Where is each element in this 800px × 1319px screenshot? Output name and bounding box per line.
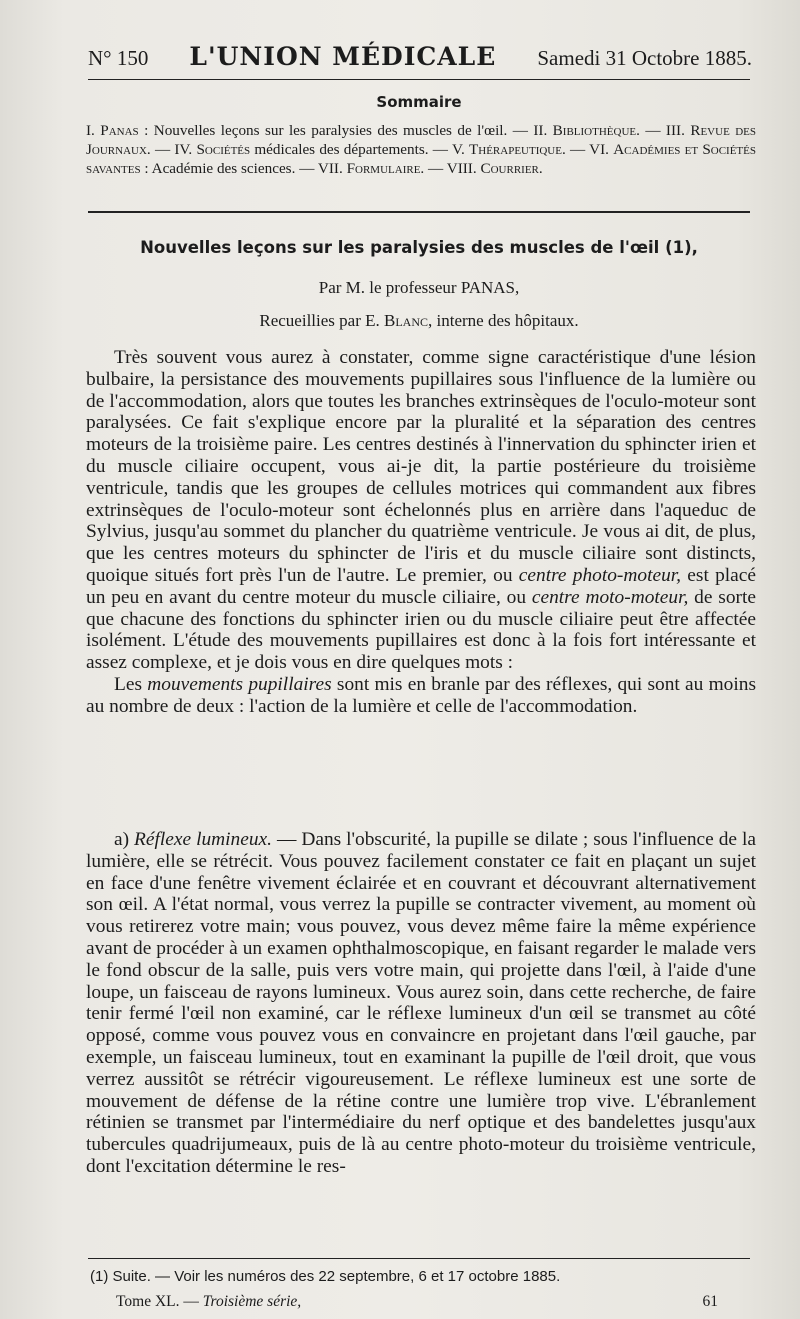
summary-vii-name: Formulaire bbox=[346, 160, 421, 177]
summary-iii-end: . — IV. bbox=[146, 141, 197, 158]
summary-viii-end: . bbox=[538, 160, 543, 177]
summary-vii-end: . — VIII. bbox=[420, 160, 481, 177]
paragraph-1 bbox=[86, 347, 756, 674]
collector-name: Blanc bbox=[384, 311, 429, 330]
paragraph-2 bbox=[86, 674, 756, 718]
summary-i-text: : Nouvelles leçons sur les paralysies des muscles de l'œil. — II. bbox=[138, 122, 553, 139]
summary-vi-name: Académies et Sociétés savantes bbox=[86, 141, 756, 177]
issue-number: N° 150 bbox=[88, 46, 149, 70]
summary-vi-text: : Académie des sciences. — VII. bbox=[140, 160, 347, 177]
p2-text-a: Les bbox=[114, 673, 148, 695]
summary-viii-name: Courrier bbox=[480, 160, 539, 177]
summary-ii-name: Bibliothèque bbox=[552, 122, 637, 139]
p3-heading: Réflexe lumineux. bbox=[134, 829, 272, 850]
footnote: (1) Suite. — Voir les numéros des 22 septembre, 6 et 17 octobre 1885. bbox=[90, 1268, 561, 1285]
p3-text: — Dans l'obscurité, la pupille se dilate ; sous l'influence de la lumière, elle se rétrécit. Vous pouvez facilement constater ce fait en plaçant un sujet en face d'une fenêtre vivement éclairée et en couvrant et découvrant alternativement son œil. A l'état normal, vous verrez la pupille se contracter vivement, au moment où vous retirerez votre main; vous pouvez, vous devez même faire la même expérience avant de procéder à un examen ophthalmoscopique, en faisant regarder le malade vers le fond obscur de la salle, puis vers votre main, qui projette dans l'œil, à l'aide d'une loupe, un faisceau de rayons lumineux. Vous aurez soin, dans cette recherche, de faire tenir fermé l'œil non examiné, car le réflexe lumineux d'un œil se transmet au côté opposé, comme vous pouvez vous en convaincre en projetant dans l'œil gauche, par exemple, un faisceau lumineux, tout en examinant la pupille de l'œil droit, que vous verrez aussitôt se rétrécir vigoureusement. Le réflexe lumineux est une sorte de mouvement de défense de la rétine contre une lumière trop vive. L'ébranlement rétinien se transmet par l'intermédiaire du nerf optique et des bandelettes jusqu'aux tubercules quadrijumeaux, puis de là au centre photo-moteur du troisième ventricule, dont l'excitation détermine le res- bbox=[86, 829, 756, 1177]
p2-text-b: sont mis en branle par des réflexes, qui sont au moins au nombre de deux : l'action de la lumière et celle de l'accommodation. bbox=[86, 673, 756, 717]
p1-text-b: est placé un peu en avant du centre moteur du muscle ciliaire, ou bbox=[86, 564, 756, 608]
volume-info bbox=[116, 1293, 301, 1311]
article-collector bbox=[88, 311, 750, 331]
summary-i-author: Panas bbox=[100, 122, 139, 139]
summary-iv-text: médicales des départements. — V. bbox=[250, 141, 469, 158]
summary-rule bbox=[88, 211, 750, 213]
footnote-rule bbox=[88, 1258, 750, 1259]
tome-series: Troisième série, bbox=[202, 1293, 302, 1310]
p2-term: mouvements pupillaires bbox=[147, 673, 332, 695]
collector-prefix: Recueillies par E. bbox=[259, 311, 384, 330]
summary-contents bbox=[86, 121, 756, 178]
page-header bbox=[88, 42, 752, 76]
summary-v-name: Thérapeutique bbox=[468, 141, 562, 158]
issue-date: Samedi 31 Octobre 1885. bbox=[537, 46, 752, 70]
p1-term-moto: centre moto-moteur, bbox=[531, 586, 689, 608]
summary-ii-end: . — III. bbox=[636, 122, 691, 139]
summary-iv-name: Sociétés bbox=[196, 141, 251, 158]
p3-label: a) bbox=[114, 829, 135, 850]
summary-iii-name: Revue des Journaux bbox=[86, 122, 756, 158]
paragraph-3 bbox=[86, 829, 756, 1178]
page-number: 61 bbox=[702, 1293, 718, 1310]
page-footer bbox=[116, 1293, 718, 1311]
header-rule bbox=[88, 79, 750, 80]
article-byline: Par M. le professeur PANAS, bbox=[318, 278, 520, 297]
article-title: Nouvelles leçons sur les paralysies des muscles de l'œil (1), bbox=[140, 238, 698, 257]
journal-title: L'UNION MÉDICALE bbox=[189, 42, 497, 71]
summary-title: Sommaire bbox=[376, 93, 462, 111]
article-body-top bbox=[86, 347, 756, 718]
p1-text-a: Très souvent vous aurez à constater, comme signe caractéristique d'une lésion bulbaire, la persistance des mouvements pupillaires sous l'influence de la lumière ou de l'accommodation, alors que toutes les branches extrinsèques de l'oculo-moteur sont paralysées. Ce fait s'explique encore par la pluralité et la séparation des centres moteurs de la troisième paire. Les centres destinés à l'innervation du sphincter irien et du muscle ciliaire occupent, vous ai-je dit, la partie postérieure du troisième ventricule, tandis que les groupes de cellules motrices qui commandent aux fibres extrinsèques de l'oculo-moteur sont échelonnés plus en arrière dans l'aqueduc de Sylvius, jusqu'au sommet du plancher du quatrième ventricule. Je vous ai dit, de plus, que les centres moteurs du sphincter de l'iris et du muscle ciliaire sont distincts, quoique situés fort près l'un de l'autre. Le premier, ou bbox=[86, 347, 756, 586]
tome-prefix: Tome XL. — bbox=[116, 1293, 203, 1310]
summary-i-num: I. bbox=[86, 122, 101, 139]
p1-term-photo: centre photo-moteur, bbox=[518, 564, 682, 586]
p1-text-c: de sorte que chacune des fonctions du sphincter irien ou du muscle ciliaire peut être affectée isolément. L'étude des mouvements pupillaires est donc à la fois fort intéressante et assez complexe, et je dois vous en dire quelques mots : bbox=[86, 586, 756, 674]
collector-suffix: , interne des hôpitaux. bbox=[428, 311, 579, 330]
article-body-bottom bbox=[86, 829, 756, 1178]
summary-v-end: . — VI. bbox=[561, 141, 614, 158]
